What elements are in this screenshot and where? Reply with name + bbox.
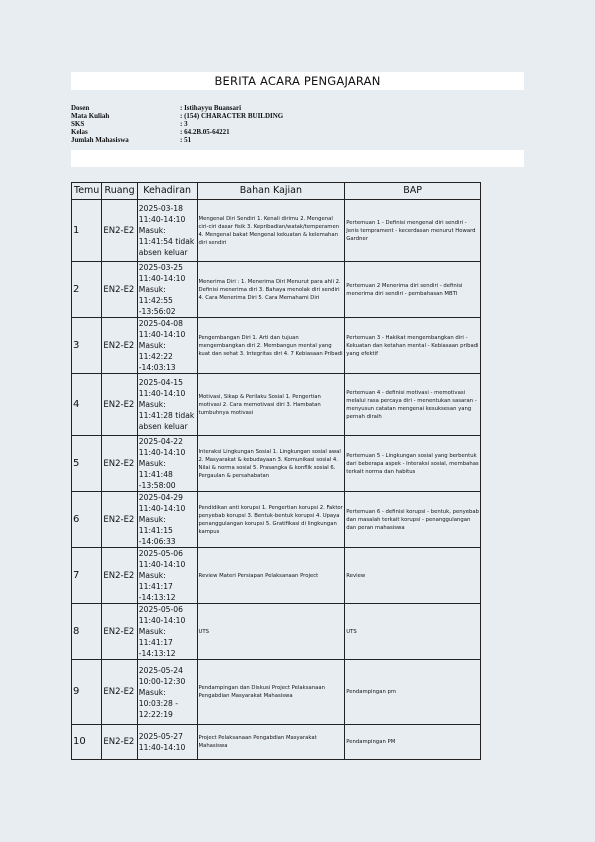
cell-ruang: EN2-E2	[102, 374, 137, 436]
header-bahan-kajian: Bahan Kajian	[197, 183, 345, 200]
header-kehadiran: Kehadiran	[137, 183, 197, 200]
course-info	[71, 104, 524, 144]
info-row-jumlah-mahasiswa	[71, 136, 524, 144]
cell-temu: 4	[72, 374, 102, 436]
table-row	[72, 492, 481, 548]
cell-kehadiran: 2025-05-06 11:40-14:10 Masuk: 11:41:17 -14:13:12	[137, 548, 197, 604]
cell-bahan-kajian: Pendampingan dan Diskusi Project Pelaksanaan Pengabdian Masyarakat Mahasiswa	[197, 660, 345, 725]
info-row-sks	[71, 120, 524, 128]
cell-bap: Pendampingan PM	[345, 725, 481, 760]
cell-bap: Pertemuan 2 Menerima diri sendiri - definisi menerima diri sendiri - pembahasan MBTI	[345, 262, 481, 318]
cell-temu: 6	[72, 492, 102, 548]
info-row-mata-kuliah	[71, 112, 524, 120]
cell-ruang: EN2-E2	[102, 492, 137, 548]
cell-ruang: EN2-E2	[102, 725, 137, 760]
info-value: : Istihayyu Buansari	[180, 104, 242, 112]
info-label: Mata Kuliah	[71, 112, 110, 120]
cell-ruang: EN2-E2	[102, 200, 137, 262]
table-row	[72, 262, 481, 318]
info-label: SKS	[71, 120, 85, 128]
cell-ruang: EN2-E2	[102, 318, 137, 374]
cell-ruang: EN2-E2	[102, 436, 137, 492]
cell-bap: Pertemuan 5 - Lingkungan sosial yang berbentuk dari beberapa aspek - Interaksi sosial, membahas terkait norma dan habitus	[345, 436, 481, 492]
cell-bahan-kajian: Interaksi Lingkungan Sosial 1. Lingkungan sosial awal 2. Masyarakat & kebudayaan 3. Komunikasi sosial 4. Nilai & norma sosial 5. Prasangka & konflik sosial 6. Pergaulan & persahabatan	[197, 436, 345, 492]
cell-kehadiran: 2025-05-24 10:00-12:30 Masuk: 10:03:28 - 12:22:19	[137, 660, 197, 725]
cell-temu: 1	[72, 200, 102, 262]
table-row	[72, 604, 481, 660]
cell-ruang: EN2-E2	[102, 548, 137, 604]
info-label: Kelas	[71, 128, 88, 136]
info-row-dosen	[71, 104, 524, 112]
cell-kehadiran: 2025-04-15 11:40-14:10 Masuk: 11:41:28 tidak absen keluar	[137, 374, 197, 436]
table-row	[72, 436, 481, 492]
cell-temu: 10	[72, 725, 102, 760]
info-value: : (154) CHARACTER BUILDING	[180, 112, 284, 120]
cell-bahan-kajian: Project Pelaksanaan Pengabdian Masyarakat Mahasiswa	[197, 725, 345, 760]
cell-bahan-kajian: UTS	[197, 604, 345, 660]
header-ruang: Ruang	[102, 183, 137, 200]
cell-bap: UTS	[345, 604, 481, 660]
cell-temu: 3	[72, 318, 102, 374]
table-row	[72, 318, 481, 374]
cell-ruang: EN2-E2	[102, 262, 137, 318]
cell-bap: Pertemuan 6 - definisi korupsi - bentuk, penyebab dan masalah terkait korupsi - penanggulangan dan peran mahasiswa	[345, 492, 481, 548]
cell-bap: Pertemuan 1 - Definisi mengenal diri sendiri - Jenis temprament - kecerdasan menurut Howard Gardner	[345, 200, 481, 262]
info-label: Dosen	[71, 104, 90, 112]
table-row	[72, 660, 481, 725]
cell-temu: 2	[72, 262, 102, 318]
page-title: BERITA ACARA PENGAJARAN	[71, 72, 524, 90]
info-row-kelas	[71, 128, 524, 136]
header-bap: BAP	[345, 183, 481, 200]
cell-temu: 7	[72, 548, 102, 604]
cell-kehadiran: 2025-03-25 11:40-14:10 Masuk: 11:42:55 -13:56:02	[137, 262, 197, 318]
table-row	[72, 374, 481, 436]
teaching-record-table	[71, 182, 481, 760]
cell-bap: Pendampingan pm	[345, 660, 481, 725]
cell-bahan-kajian: Review Materi Persiapan Pelaksanaan Project	[197, 548, 345, 604]
table-row	[72, 725, 481, 760]
cell-ruang: EN2-E2	[102, 660, 137, 725]
info-value: : 64.2B.05-64221	[180, 128, 230, 136]
cell-bap: Pertemuan 4 - definisi motivasi - memotivasi melalui rasa percaya diri - menentukan sasaran - menyusun catatan mengenai kesuksesan yang pernah diraih	[345, 374, 481, 436]
table-header-row	[72, 183, 481, 200]
cell-kehadiran: 2025-05-27 11:40-14:10	[137, 725, 197, 760]
cell-bahan-kajian: Menerima Diri : 1. Menerima Diri Menurut para ahli 2. Definisi menerima diri 3. Bahaya menolak diri sendiri 4. Cara Menerima Diri 5. Cara Memahami Diri	[197, 262, 345, 318]
cell-bahan-kajian: Mengenal Diri Sendiri 1. Kenali dirimu 2. Mengenal ciri-ciri dasar fisik 3. Kepribadian/watak/temperamen 4. Mengenal bakat Mengenal kekuatan & kelemahan diri sendiri	[197, 200, 345, 262]
cell-bap: Review	[345, 548, 481, 604]
cell-kehadiran: 2025-04-08 11:40-14:10 Masuk: 11:42:22 -14:03:13	[137, 318, 197, 374]
table-row	[72, 548, 481, 604]
info-label: Jumlah Mahasiswa	[71, 136, 129, 144]
info-value: : 51	[180, 136, 192, 144]
info-value: : 3	[180, 120, 188, 128]
cell-kehadiran: 2025-05-06 11:40-14:10 Masuk: 11:41:17 -14:13:12	[137, 604, 197, 660]
cell-bahan-kajian: Pengembangan Diri 1. Arti dan tujuan mengembangkan diri 2. Membangun mental yang kuat dan sehat 3. Integritas diri 4. 7 Kebiasaan Pribadi	[197, 318, 345, 374]
cell-bahan-kajian: Pendidikan anti korupsi 1. Pengertian korupsi 2. Faktor penyebab korupsi 3. Bentuk-bentuk korupsi 4. Upaya penanggulangan korupsi 5. Gratifikasi di lingkungan kampus	[197, 492, 345, 548]
cell-kehadiran: 2025-04-22 11:40-14:10 Masuk: 11:41:48 -13:58:00	[137, 436, 197, 492]
cell-kehadiran: 2025-04-29 11:40-14:10 Masuk: 11:41:15 -14:06:33	[137, 492, 197, 548]
cell-kehadiran: 2025-03-18 11:40-14:10 Masuk: 11:41:54 tidak absen keluar	[137, 200, 197, 262]
spacer-bar	[71, 150, 524, 167]
cell-temu: 5	[72, 436, 102, 492]
cell-bap: Pertemuan 3 - Hakikat mengembangkan diri - Kekuatan dan ketahan mental - Kebiasaan pribadi yang efektif	[345, 318, 481, 374]
cell-bahan-kajian: Motivasi, Sikap & Perilaku Sosial 1. Pengertian motivasi 2. Cara memotivasi diri 3. Hambatan tumbuhnya motivasi	[197, 374, 345, 436]
cell-ruang: EN2-E2	[102, 604, 137, 660]
table-row	[72, 200, 481, 262]
cell-temu: 9	[72, 660, 102, 725]
cell-temu: 8	[72, 604, 102, 660]
header-temu: Temu	[72, 183, 102, 200]
